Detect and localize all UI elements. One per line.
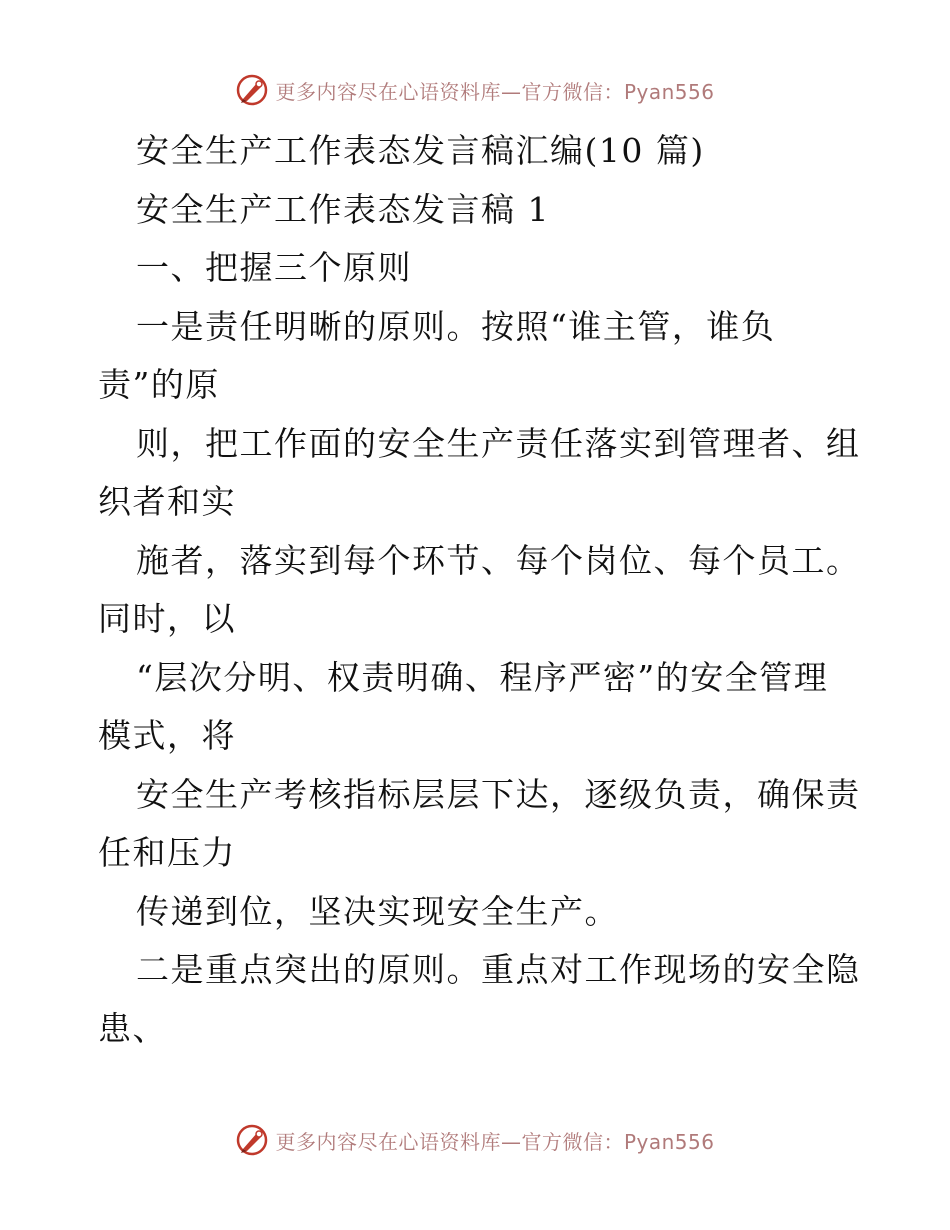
document-line: 施者，落实到每个环节、每个岗位、每个员工。 <box>136 540 861 580</box>
pen-logo-icon <box>235 1123 269 1157</box>
document-line: 同时，以 <box>98 599 236 638</box>
document-line: 安全生产工作表态发言稿汇编(10 篇) <box>136 131 705 170</box>
footer-banner <box>0 1120 950 1160</box>
document-line: 患、 <box>98 1008 167 1048</box>
pen-logo-icon <box>235 73 269 107</box>
document-line: 安全生产考核指标层层下达，逐级负责，确保责 <box>136 774 861 814</box>
header-banner-text: 更多内容尽在心语资料库—官方微信：Pyan556 <box>275 79 715 104</box>
document-line: 任和压力 <box>98 833 236 872</box>
footer-banner-text: 更多内容尽在心语资料库—官方微信：Pyan556 <box>275 1129 715 1154</box>
document-line: 传递到位，坚决实现安全生产。 <box>136 891 619 931</box>
document-line: 模式，将 <box>98 716 236 755</box>
document-line: 安全生产工作表态发言稿 1 <box>136 189 550 229</box>
document-line: 织者和实 <box>98 482 236 521</box>
document-body <box>98 122 861 1058</box>
document-line: “层次分明、权责明确、程序严密”的安全管理 <box>136 657 829 697</box>
header-banner <box>0 70 950 110</box>
document-line: 责”的原 <box>98 365 220 404</box>
document-line: 则，把工作面的安全生产责任落实到管理者、组 <box>136 423 861 463</box>
document-line: 一是责任明晰的原则。按照“谁主管，谁负 <box>136 306 776 346</box>
document-line: 一、把握三个原则 <box>136 248 412 287</box>
document-line: 二是重点突出的原则。重点对工作现场的安全隐 <box>136 950 861 989</box>
